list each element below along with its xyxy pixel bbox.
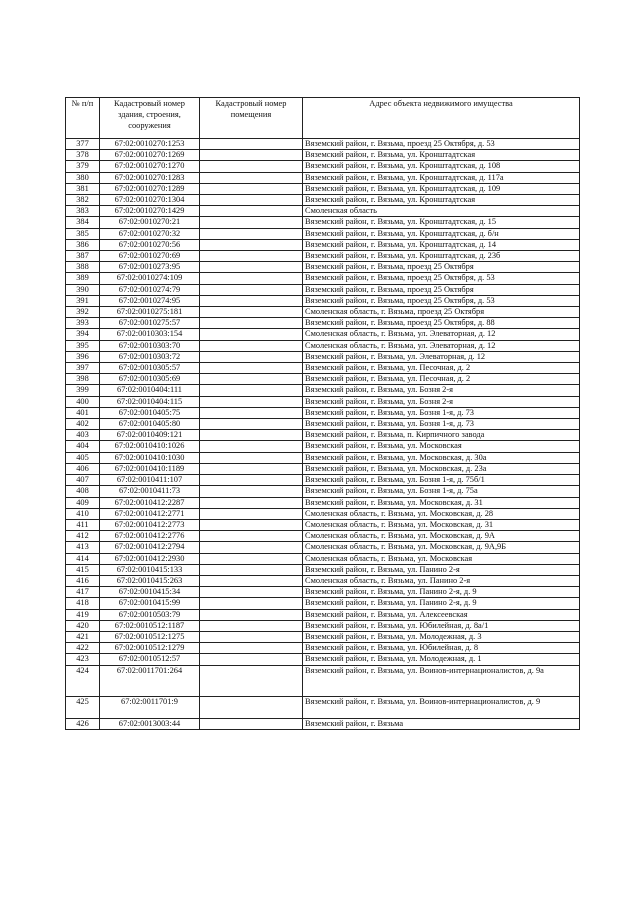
object-address: Вяземский район, г. Вязьма, проезд 25 Октября, д. 53 bbox=[303, 139, 580, 150]
building-cadastral-number: 67:02:0010512:1275 bbox=[100, 631, 200, 642]
table-row bbox=[66, 206, 580, 217]
object-address: Вяземский район, г. Вязьма, ул. Юбилейная, д. 8 bbox=[303, 643, 580, 654]
building-cadastral-number: 67:02:0010303:72 bbox=[100, 351, 200, 362]
building-cadastral-number: 67:02:0010404:115 bbox=[100, 396, 200, 407]
table-row bbox=[66, 587, 580, 598]
room-cadastral-number bbox=[200, 620, 303, 631]
row-number: 424 bbox=[66, 665, 100, 697]
row-number: 407 bbox=[66, 475, 100, 486]
table-row bbox=[66, 351, 580, 362]
object-address: Вяземский район, г. Вязьма bbox=[303, 718, 580, 729]
building-cadastral-number: 67:02:0010412:2794 bbox=[100, 542, 200, 553]
row-number: 386 bbox=[66, 239, 100, 250]
building-cadastral-number: 67:02:0010412:2773 bbox=[100, 519, 200, 530]
row-number: 418 bbox=[66, 598, 100, 609]
object-address: Вяземский район, г. Вязьма, ул. Бозня 1-я, д. 73 bbox=[303, 407, 580, 418]
room-cadastral-number bbox=[200, 407, 303, 418]
table-row bbox=[66, 665, 580, 697]
object-address: Вяземский район, г. Вязьма, ул. Кронштадтская, д. 15 bbox=[303, 217, 580, 228]
room-cadastral-number bbox=[200, 564, 303, 575]
object-address: Вяземский район, г. Вязьма, ул. Кронштадтская, д. 23б bbox=[303, 251, 580, 262]
object-address: Вяземский район, г. Вязьма, ул. Кронштадтская, д. б/н bbox=[303, 228, 580, 239]
table-row bbox=[66, 531, 580, 542]
table-row bbox=[66, 419, 580, 430]
object-address: Вяземский район, г. Вязьма, ул. Бозня 2-я bbox=[303, 385, 580, 396]
room-cadastral-number bbox=[200, 363, 303, 374]
room-cadastral-number bbox=[200, 542, 303, 553]
table-row bbox=[66, 284, 580, 295]
object-address: Вяземский район, г. Вязьма, ул. Кронштадтская bbox=[303, 195, 580, 206]
room-cadastral-number bbox=[200, 251, 303, 262]
room-cadastral-number bbox=[200, 441, 303, 452]
row-number: 405 bbox=[66, 452, 100, 463]
building-cadastral-number: 67:02:0010405:75 bbox=[100, 407, 200, 418]
object-address: Вяземский район, г. Вязьма, ул. Элеваторная, д. 12 bbox=[303, 351, 580, 362]
building-cadastral-number: 67:02:0010270:1270 bbox=[100, 161, 200, 172]
object-address: Вяземский район, г. Вязьма, проезд 25 Октября, д. 53 bbox=[303, 295, 580, 306]
object-address: Вяземский район, г. Вязьма, ул. Московская, д. 30а bbox=[303, 452, 580, 463]
row-number: 401 bbox=[66, 407, 100, 418]
table-row bbox=[66, 150, 580, 161]
object-address: Вяземский район, г. Вязьма, ул. Московская bbox=[303, 441, 580, 452]
building-cadastral-number: 67:02:0010270:1253 bbox=[100, 139, 200, 150]
table-row bbox=[66, 609, 580, 620]
row-number: 377 bbox=[66, 139, 100, 150]
table-row bbox=[66, 486, 580, 497]
object-address: Вяземский район, г. Вязьма, ул. Панино 2-я, д. 9 bbox=[303, 587, 580, 598]
building-cadastral-number: 67:02:0010270:1289 bbox=[100, 183, 200, 194]
table-row bbox=[66, 463, 580, 474]
table-row bbox=[66, 251, 580, 262]
table-row bbox=[66, 239, 580, 250]
row-number: 392 bbox=[66, 307, 100, 318]
table-row bbox=[66, 172, 580, 183]
room-cadastral-number bbox=[200, 195, 303, 206]
row-number: 393 bbox=[66, 318, 100, 329]
row-number: 421 bbox=[66, 631, 100, 642]
property-table bbox=[65, 97, 580, 730]
object-address: Вяземский район, г. Вязьма, ул. Алексеевская bbox=[303, 609, 580, 620]
room-cadastral-number bbox=[200, 508, 303, 519]
table-row bbox=[66, 697, 580, 719]
row-number: 411 bbox=[66, 519, 100, 530]
registry-document bbox=[65, 97, 579, 730]
room-cadastral-number bbox=[200, 206, 303, 217]
building-cadastral-number: 67:02:0010411:107 bbox=[100, 475, 200, 486]
object-address: Вяземский район, г. Вязьма, ул. Кронштадтская, д. 108 bbox=[303, 161, 580, 172]
object-address: Вяземский район, г. Вязьма, проезд 25 Октября bbox=[303, 262, 580, 273]
table-row bbox=[66, 374, 580, 385]
room-cadastral-number bbox=[200, 718, 303, 729]
row-number: 379 bbox=[66, 161, 100, 172]
room-cadastral-number bbox=[200, 519, 303, 530]
room-cadastral-number bbox=[200, 295, 303, 306]
building-cadastral-number: 67:02:0010412:2287 bbox=[100, 497, 200, 508]
object-address: Вяземский район, г. Вязьма, проезд 25 Октября bbox=[303, 284, 580, 295]
room-cadastral-number bbox=[200, 452, 303, 463]
room-cadastral-number bbox=[200, 531, 303, 542]
row-number: 420 bbox=[66, 620, 100, 631]
row-number: 388 bbox=[66, 262, 100, 273]
object-address: Вяземский район, г. Вязьма, ул. Панино 2-я bbox=[303, 564, 580, 575]
building-cadastral-number: 67:02:0010270:32 bbox=[100, 228, 200, 239]
room-cadastral-number bbox=[200, 497, 303, 508]
building-cadastral-number: 67:02:0010512:1279 bbox=[100, 643, 200, 654]
room-cadastral-number bbox=[200, 419, 303, 430]
building-cadastral-number: 67:02:0010412:2776 bbox=[100, 531, 200, 542]
row-number: 383 bbox=[66, 206, 100, 217]
object-address: Вяземский район, г. Вязьма, ул. Панино 2-я, д. 9 bbox=[303, 598, 580, 609]
room-cadastral-number bbox=[200, 643, 303, 654]
object-address: Смоленская область, г. Вязьма, ул. Московская bbox=[303, 553, 580, 564]
room-cadastral-number bbox=[200, 318, 303, 329]
table-row bbox=[66, 262, 580, 273]
table-row bbox=[66, 553, 580, 564]
room-cadastral-number bbox=[200, 329, 303, 340]
room-cadastral-number bbox=[200, 307, 303, 318]
building-cadastral-number: 67:02:0010415:263 bbox=[100, 575, 200, 586]
row-number: 384 bbox=[66, 217, 100, 228]
building-cadastral-number: 67:02:0011701:264 bbox=[100, 665, 200, 697]
building-cadastral-number: 67:02:0010503:79 bbox=[100, 609, 200, 620]
row-number: 413 bbox=[66, 542, 100, 553]
row-number: 380 bbox=[66, 172, 100, 183]
row-number: 399 bbox=[66, 385, 100, 396]
row-number: 408 bbox=[66, 486, 100, 497]
room-cadastral-number bbox=[200, 284, 303, 295]
row-number: 396 bbox=[66, 351, 100, 362]
row-number: 398 bbox=[66, 374, 100, 385]
row-number: 414 bbox=[66, 553, 100, 564]
table-row bbox=[66, 620, 580, 631]
room-cadastral-number bbox=[200, 396, 303, 407]
object-address: Вяземский район, г. Вязьма, проезд 25 Октября, д. 88 bbox=[303, 318, 580, 329]
object-address: Смоленская область, г. Вязьма, ул. Элеваторная, д. 12 bbox=[303, 329, 580, 340]
table-row bbox=[66, 217, 580, 228]
row-number: 390 bbox=[66, 284, 100, 295]
table-row bbox=[66, 430, 580, 441]
room-cadastral-number bbox=[200, 374, 303, 385]
room-cadastral-number bbox=[200, 475, 303, 486]
row-number: 385 bbox=[66, 228, 100, 239]
building-cadastral-number: 67:02:0013003:44 bbox=[100, 718, 200, 729]
room-cadastral-number bbox=[200, 172, 303, 183]
header-room-cadastral: Кадастровый номер помещения bbox=[200, 98, 303, 139]
building-cadastral-number: 67:02:0010273:95 bbox=[100, 262, 200, 273]
object-address: Вяземский район, г. Вязьма, ул. Молодежная, д. 1 bbox=[303, 654, 580, 665]
table-row bbox=[66, 307, 580, 318]
row-number: 402 bbox=[66, 419, 100, 430]
building-cadastral-number: 67:02:0010274:109 bbox=[100, 273, 200, 284]
row-number: 397 bbox=[66, 363, 100, 374]
room-cadastral-number bbox=[200, 553, 303, 564]
table-row bbox=[66, 475, 580, 486]
building-cadastral-number: 67:02:0010274:79 bbox=[100, 284, 200, 295]
table-row bbox=[66, 195, 580, 206]
row-number: 426 bbox=[66, 718, 100, 729]
table-row bbox=[66, 228, 580, 239]
table-row bbox=[66, 340, 580, 351]
object-address: Смоленская область, г. Вязьма, ул. Московская, д. 9А bbox=[303, 531, 580, 542]
object-address: Вяземский район, г. Вязьма, ул. Юбилейная, д. 8а/1 bbox=[303, 620, 580, 631]
table-row bbox=[66, 273, 580, 284]
object-address: Вяземский район, г. Вязьма, ул. Воинов-интернационалистов, д. 9 bbox=[303, 697, 580, 719]
row-number: 425 bbox=[66, 697, 100, 719]
object-address: Смоленская область, г. Вязьма, ул. Элеваторная, д. 12 bbox=[303, 340, 580, 351]
header-number: № п/п bbox=[66, 98, 100, 139]
room-cadastral-number bbox=[200, 631, 303, 642]
row-number: 423 bbox=[66, 654, 100, 665]
table-row bbox=[66, 508, 580, 519]
table-row bbox=[66, 139, 580, 150]
building-cadastral-number: 67:02:0010415:99 bbox=[100, 598, 200, 609]
row-number: 394 bbox=[66, 329, 100, 340]
table-row bbox=[66, 161, 580, 172]
object-address: Вяземский район, г. Вязьма, ул. Кронштадтская bbox=[303, 150, 580, 161]
building-cadastral-number: 67:02:0011701:9 bbox=[100, 697, 200, 719]
room-cadastral-number bbox=[200, 228, 303, 239]
table-row bbox=[66, 396, 580, 407]
table-row bbox=[66, 542, 580, 553]
header-address: Адрес объекта недвижимого имущества bbox=[303, 98, 580, 139]
building-cadastral-number: 67:02:0010305:69 bbox=[100, 374, 200, 385]
table-row bbox=[66, 575, 580, 586]
row-number: 409 bbox=[66, 497, 100, 508]
row-number: 415 bbox=[66, 564, 100, 575]
object-address: Вяземский район, г. Вязьма, ул. Бозня 1-я, д. 75а bbox=[303, 486, 580, 497]
room-cadastral-number bbox=[200, 150, 303, 161]
table-row bbox=[66, 564, 580, 575]
object-address: Вяземский район, г. Вязьма, ул. Кронштадтская, д. 109 bbox=[303, 183, 580, 194]
object-address: Вяземский район, г. Вязьма, п. Кирпичного завода bbox=[303, 430, 580, 441]
table-row bbox=[66, 385, 580, 396]
object-address: Смоленская область, г. Вязьма, ул. Панино 2-я bbox=[303, 575, 580, 586]
row-number: 381 bbox=[66, 183, 100, 194]
object-address: Вяземский район, г. Вязьма, ул. Московская, д. 31 bbox=[303, 497, 580, 508]
building-cadastral-number: 67:02:0010303:70 bbox=[100, 340, 200, 351]
table-row bbox=[66, 295, 580, 306]
object-address: Вяземский район, г. Вязьма, ул. Кронштадтская, д. 14 bbox=[303, 239, 580, 250]
object-address: Вяземский район, г. Вязьма, ул. Московская, д. 23а bbox=[303, 463, 580, 474]
room-cadastral-number bbox=[200, 598, 303, 609]
room-cadastral-number bbox=[200, 139, 303, 150]
room-cadastral-number bbox=[200, 239, 303, 250]
building-cadastral-number: 67:02:0010409:121 bbox=[100, 430, 200, 441]
building-cadastral-number: 67:02:0010411:73 bbox=[100, 486, 200, 497]
object-address: Вяземский район, г. Вязьма, проезд 25 Октября, д. 53 bbox=[303, 273, 580, 284]
building-cadastral-number: 67:02:0010405:80 bbox=[100, 419, 200, 430]
row-number: 416 bbox=[66, 575, 100, 586]
building-cadastral-number: 67:02:0010274:95 bbox=[100, 295, 200, 306]
object-address: Смоленская область, г. Вязьма, ул. Московская, д. 28 bbox=[303, 508, 580, 519]
room-cadastral-number bbox=[200, 262, 303, 273]
row-number: 382 bbox=[66, 195, 100, 206]
table-row bbox=[66, 654, 580, 665]
building-cadastral-number: 67:02:0010270:1283 bbox=[100, 172, 200, 183]
row-number: 419 bbox=[66, 609, 100, 620]
row-number: 404 bbox=[66, 441, 100, 452]
row-number: 422 bbox=[66, 643, 100, 654]
building-cadastral-number: 67:02:0010275:57 bbox=[100, 318, 200, 329]
row-number: 389 bbox=[66, 273, 100, 284]
row-number: 387 bbox=[66, 251, 100, 262]
building-cadastral-number: 67:02:0010270:21 bbox=[100, 217, 200, 228]
row-number: 391 bbox=[66, 295, 100, 306]
room-cadastral-number bbox=[200, 217, 303, 228]
building-cadastral-number: 67:02:0010270:1269 bbox=[100, 150, 200, 161]
room-cadastral-number bbox=[200, 665, 303, 697]
table-row bbox=[66, 452, 580, 463]
room-cadastral-number bbox=[200, 697, 303, 719]
room-cadastral-number bbox=[200, 340, 303, 351]
room-cadastral-number bbox=[200, 385, 303, 396]
building-cadastral-number: 67:02:0010305:57 bbox=[100, 363, 200, 374]
table-header-row bbox=[66, 98, 580, 139]
table-row bbox=[66, 329, 580, 340]
room-cadastral-number bbox=[200, 654, 303, 665]
row-number: 378 bbox=[66, 150, 100, 161]
object-address: Смоленская область, г. Вязьма, ул. Московская, д. 9А,9Б bbox=[303, 542, 580, 553]
table-row bbox=[66, 519, 580, 530]
room-cadastral-number bbox=[200, 587, 303, 598]
building-cadastral-number: 67:02:0010275:181 bbox=[100, 307, 200, 318]
object-address: Вяземский район, г. Вязьма, ул. Бозня 1-я, д. 75б/1 bbox=[303, 475, 580, 486]
table-body bbox=[66, 139, 580, 730]
object-address: Смоленская область, г. Вязьма, проезд 25 Октября bbox=[303, 307, 580, 318]
building-cadastral-number: 67:02:0010303:154 bbox=[100, 329, 200, 340]
table-row bbox=[66, 598, 580, 609]
object-address: Вяземский район, г. Вязьма, ул. Воинов-интернационалистов, д. 9а bbox=[303, 665, 580, 697]
building-cadastral-number: 67:02:0010512:1187 bbox=[100, 620, 200, 631]
building-cadastral-number: 67:02:0010412:2930 bbox=[100, 553, 200, 564]
table-row bbox=[66, 183, 580, 194]
building-cadastral-number: 67:02:0010410:1026 bbox=[100, 441, 200, 452]
room-cadastral-number bbox=[200, 463, 303, 474]
table-row bbox=[66, 363, 580, 374]
table-row bbox=[66, 631, 580, 642]
table-row bbox=[66, 441, 580, 452]
building-cadastral-number: 67:02:0010410:1030 bbox=[100, 452, 200, 463]
row-number: 406 bbox=[66, 463, 100, 474]
object-address: Смоленская область bbox=[303, 206, 580, 217]
room-cadastral-number bbox=[200, 161, 303, 172]
row-number: 395 bbox=[66, 340, 100, 351]
building-cadastral-number: 67:02:0010415:34 bbox=[100, 587, 200, 598]
object-address: Вяземский район, г. Вязьма, ул. Бозня 1-я, д. 73 bbox=[303, 419, 580, 430]
row-number: 403 bbox=[66, 430, 100, 441]
row-number: 410 bbox=[66, 508, 100, 519]
building-cadastral-number: 67:02:0010412:2771 bbox=[100, 508, 200, 519]
object-address: Вяземский район, г. Вязьма, ул. Молодежная, д. 3 bbox=[303, 631, 580, 642]
table-row bbox=[66, 407, 580, 418]
table-row bbox=[66, 497, 580, 508]
table-row bbox=[66, 318, 580, 329]
object-address: Вяземский район, г. Вязьма, ул. Песочная, д. 2 bbox=[303, 363, 580, 374]
row-number: 417 bbox=[66, 587, 100, 598]
building-cadastral-number: 67:02:0010270:1304 bbox=[100, 195, 200, 206]
table-row bbox=[66, 718, 580, 729]
building-cadastral-number: 67:02:0010270:69 bbox=[100, 251, 200, 262]
building-cadastral-number: 67:02:0010270:56 bbox=[100, 239, 200, 250]
room-cadastral-number bbox=[200, 609, 303, 620]
row-number: 400 bbox=[66, 396, 100, 407]
building-cadastral-number: 67:02:0010410:1189 bbox=[100, 463, 200, 474]
object-address: Вяземский район, г. Вязьма, ул. Песочная, д. 2 bbox=[303, 374, 580, 385]
room-cadastral-number bbox=[200, 486, 303, 497]
building-cadastral-number: 67:02:0010404:111 bbox=[100, 385, 200, 396]
object-address: Вяземский район, г. Вязьма, ул. Кронштадтская, д. 117а bbox=[303, 172, 580, 183]
room-cadastral-number bbox=[200, 183, 303, 194]
building-cadastral-number: 67:02:0010415:133 bbox=[100, 564, 200, 575]
room-cadastral-number bbox=[200, 273, 303, 284]
room-cadastral-number bbox=[200, 351, 303, 362]
room-cadastral-number bbox=[200, 430, 303, 441]
header-building-cadastral: Кадастровый номер здания, строения, сооружения bbox=[100, 98, 200, 139]
table-row bbox=[66, 643, 580, 654]
object-address: Смоленская область, г. Вязьма, ул. Московская, д. 31 bbox=[303, 519, 580, 530]
building-cadastral-number: 67:02:0010270:1429 bbox=[100, 206, 200, 217]
object-address: Вяземский район, г. Вязьма, ул. Бозня 2-я bbox=[303, 396, 580, 407]
room-cadastral-number bbox=[200, 575, 303, 586]
row-number: 412 bbox=[66, 531, 100, 542]
building-cadastral-number: 67:02:0010512:57 bbox=[100, 654, 200, 665]
